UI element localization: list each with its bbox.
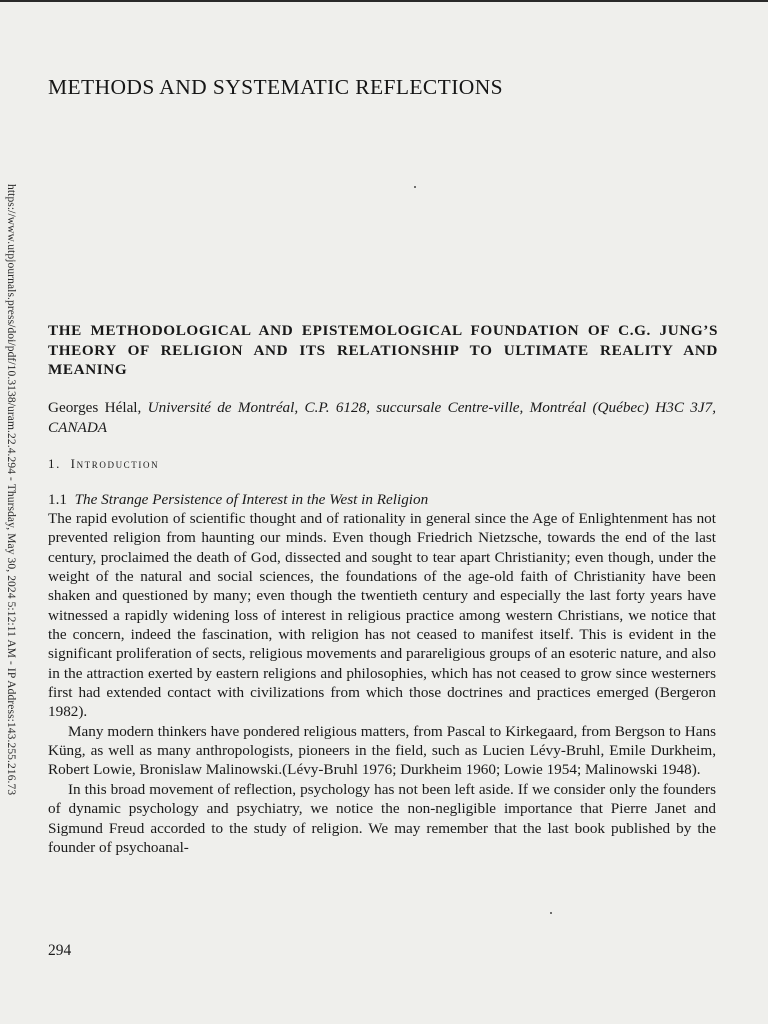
scan-speck — [550, 912, 552, 914]
subsection-number: 1.1 — [48, 491, 67, 508]
author-name: Georges Hélal, — [48, 399, 142, 416]
top-rule — [0, 0, 768, 2]
body-text — [48, 509, 716, 857]
section-label: Introduction — [70, 456, 160, 471]
section-heading — [48, 456, 159, 472]
page-number: 294 — [48, 942, 72, 959]
paragraph: Many modern thinkers have pondered religious matters, from Pascal to Kirkegaard, from Bergson to Hans Küng, as well as many anthropologists, pioneers in the field, such as Lucien Lévy-Bruhl, Emile Durkheim, Robert Lowie, Bronislaw Malinowski.(Lévy-Bruhl 1976; Durkheim 1960; Lowie 1954; Malinowski 1948). — [48, 722, 716, 779]
scan-speck — [414, 186, 416, 188]
paragraph: In this broad movement of reflection, psychology has not been left aside. If we consider only the founders of dynamic psychology and psychiatry, we notice the non-negligible importance that Pierre Janet and Sigmund Freud accorded to the study of religion. We may remember that the last book published by the founder of psychoanal- — [48, 780, 716, 856]
download-stamp — [0, 0, 18, 900]
author-affiliation: Université de Montréal, C.P. 6128, succursale Centre-ville, Montréal (Québec) H3C 3J7, CANADA — [48, 399, 716, 436]
article-title: THE METHODOLOGICAL AND EPISTEMOLOGICAL FOUNDATION OF C.G. JUNG’S THEORY OF RELIGION AND ITS RELATIONSHIP TO ULTIMATE REALITY AND MEANING — [48, 322, 718, 378]
section-number: 1. — [48, 456, 61, 471]
author-line — [48, 398, 716, 438]
section-title: METHODS AND SYSTEMATIC REFLECTIONS — [48, 75, 503, 99]
download-stamp-text: https://www.utpjournals.press/doi/pdf/10.3138/uram.22.4.294 - Thursday, May 30, 2024 5:12:11 AM - IP Address:143.255.216.73 — [5, 184, 17, 796]
subsection-heading — [48, 490, 428, 509]
paragraph: The rapid evolution of scientific thought and of rationality in general since the Age of Enlightenment has not prevented religion from haunting our minds. Even though Friedrich Nietzsche, towards the end of the last century, proclaimed the death of God, dissected and sought to tear apart Christianity; even though, under the weight of the natural and social sciences, the foundations of the age-old faith of Christianity have been shaken and questioned by many; even though the twentieth century and especially the last forty years have witnessed a rapidly widening loss of interest in religious practice among western Christians, we notice that the concern, indeed the fascination, with religion has not ceased to manifest itself. This is evident in the significant proliferation of sects, religious movements and parareligious groups of an esoteric nature, and also in the attraction exerted by eastern religions and philosophies, which has not ceased to grow since westerners first had extended contact with civilizations from which those doctrines and practices emerged (Bergeron 1982). — [48, 510, 716, 721]
subsection-title: The Strange Persistence of Interest in the West in Religion — [74, 491, 429, 508]
